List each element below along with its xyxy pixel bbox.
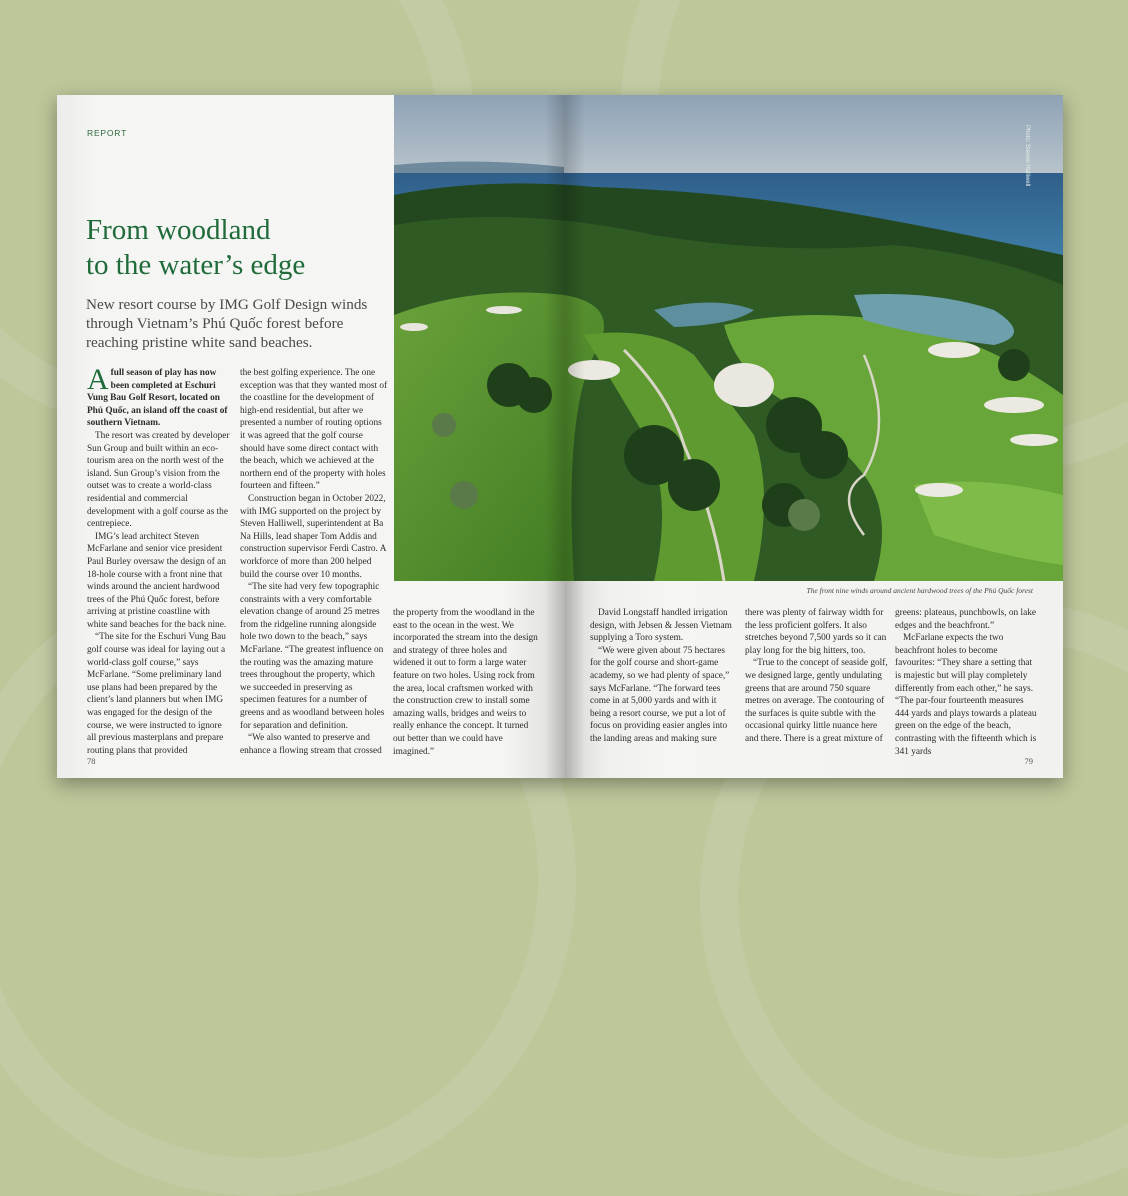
right-column-1	[590, 607, 733, 746]
paragraph: greens: plateaus, punchbowls, on lake edges and the beachfront.”	[895, 608, 1036, 631]
paragraph: the best golfing experience. The one exception was that they wanted most of the coastline for the development of high-end residential, but after we presented a number of routing options it was agreed that the golf course should have some direct contact with the beach, which we achieved at the northern end of the property with holes fourteen and fifteen.”	[240, 368, 388, 492]
paragraph: “We also wanted to preserve and enhance a flowing stream that crossed	[240, 733, 382, 756]
paragraph: “The site had very few topographic constraints with a very comfortable elevation change of around 25 metres from the ridgeline running alongside hole two down to the beach,” says McFarlane. “The greatest influence on the routing was the amazing mature trees throughout the property, which we succeeded in preserving as specimen features for a number of greens and as woodland between holes for separation and definition.	[240, 582, 385, 731]
left-column-2	[240, 367, 388, 757]
aerial-golf-course-photo	[394, 95, 1063, 581]
paragraph: “True to the concept of seaside golf, we designed large, gently undulating greens that are around 750 square metres on average. The contouring of the surfaces is quite subtle with the occasional quirky little nuance here and there. There is a great mixture of	[745, 658, 888, 744]
title-line-1: From woodland	[86, 214, 271, 246]
paragraph: McFarlane expects the two beachfront holes to become favourites: “They share a setting that is majestic but will play completely differently from each other,” he says. “The par-four fourteenth measures 444 yards and plays towards a plateau green on the edge of the beach, contrasting with the fifteenth which is 341 yards	[895, 633, 1037, 757]
left-column-3	[393, 607, 540, 758]
paragraph: The resort was created by developer Sun Group and built within an eco-tourism area on the north west of the island. Sun Group’s vision from the outset was to create a world-class residential and commercial development with a golf course as the centrepiece.	[87, 430, 230, 530]
drop-cap: A	[87, 363, 109, 396]
magazine-spread	[57, 95, 1063, 778]
paragraph: IMG’s lead architect Steven McFarlane and senior vice president Paul Burley oversaw the design of an 18-hole course with a front nine that winds around the ancient hardwood trees of the Phú Quốc forest, before arriving at pristine coastline with white sand beaches for the back nine.	[87, 531, 227, 630]
left-column-1	[87, 363, 232, 757]
page-number-right: 79	[1024, 756, 1033, 766]
right-column-3	[895, 607, 1038, 758]
title-line-2: to the water’s edge	[86, 249, 306, 281]
photo-credit: Photo: Steven Halliwell	[1024, 125, 1030, 187]
right-column-2	[745, 607, 890, 746]
golf-course-illustration	[394, 95, 1063, 581]
photo-caption: The front nine winds around ancient hardwood trees of the Phú Quốc forest	[806, 586, 1033, 595]
lead-paragraph: full season of play has now been completed at Eschuri Vung Bau Golf Resort, located on Phú Quốc, an island off the coast of southern Vietnam.	[87, 368, 228, 429]
article-title	[86, 213, 386, 283]
article-subtitle: New resort course by IMG Golf Design winds through Vietnam’s Phú Quốc forest before reaching pristine white sand beaches.	[86, 296, 368, 351]
section-label: REPORT	[87, 128, 128, 138]
paragraph: “The site for the Eschuri Vung Bau golf course was ideal for laying out a world-class golf course,” says McFarlane. “Some preliminary land use plans had been prepared by the client’s land planners but when IMG was engaged for the design of the course, we were instructed to ignore all previous masterplans and prepare routing plans that provided	[87, 632, 226, 756]
page-number-left: 78	[87, 756, 96, 766]
paragraph: there was plenty of fairway width for the less proficient golfers. It also stretches beyond 7,500 yards so it can play long for the big hitters, too.	[745, 608, 887, 656]
paragraph: the property from the woodland in the east to the ocean in the west. We incorporated the stream into the design and strategy of three holes and widened it out to form a large water feature on two holes. Using rock from the area, local craftsmen worked with the construction crew to install some amazing walls, bridges and weirs to really enhance the concept. It turned out better than we could have imagined.”	[393, 608, 538, 757]
paragraph: Construction began in October 2022, with IMG supported on the project by Steven Halliwell, superintendent at Ba Na Hills, lead shaper Tom Addis and construction supervisor Ferdi Castro. A workforce of more than 200 helped build the course over 10 months.	[240, 493, 386, 580]
paragraph: David Longstaff handled irrigation design, with Jebsen & Jessen Vietnam supplying a Toro system.	[590, 608, 732, 644]
paragraph: “We were given about 75 hectares for the golf course and short-game academy, so we had plenty of space,” says McFarlane. “The forward tees come in at 5,000 yards and with it being a resort course, we put a lot of focus on providing easier angles into the landing areas and making sure	[590, 645, 730, 744]
